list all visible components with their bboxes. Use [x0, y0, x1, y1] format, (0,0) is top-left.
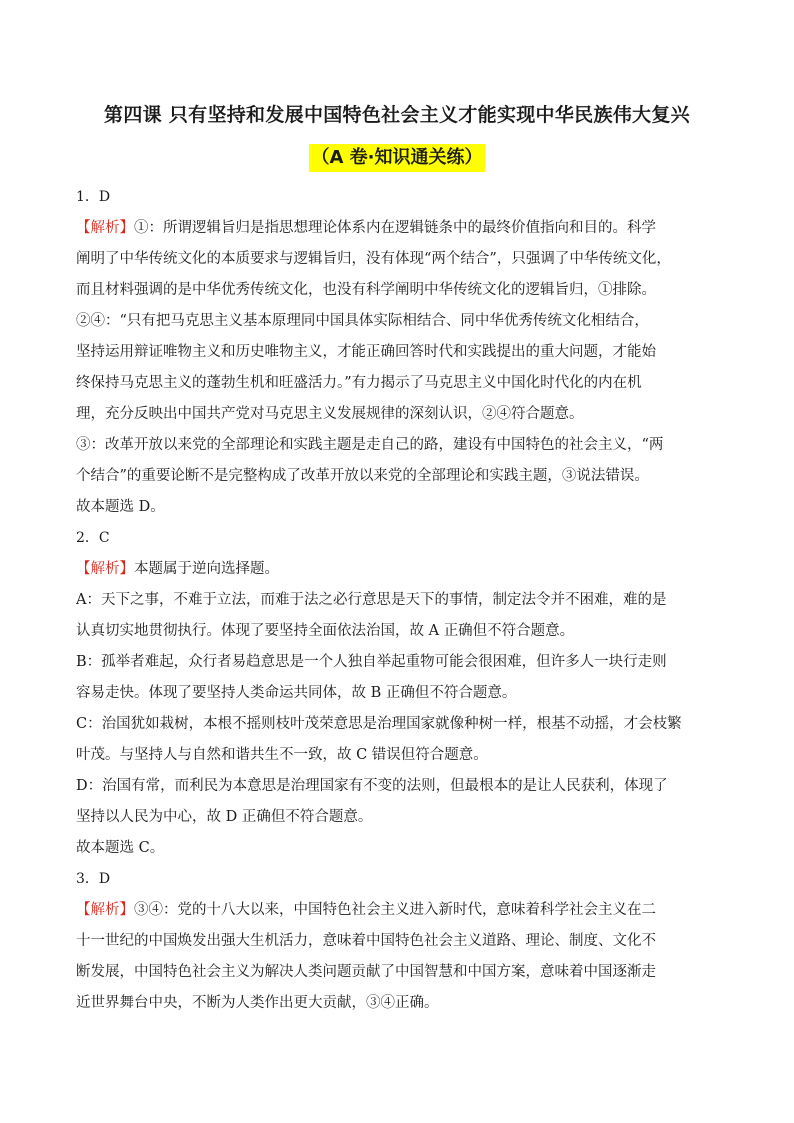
analysis-line	[76, 771, 718, 802]
answer-conclusion: 故本题选 D。	[76, 499, 165, 515]
analysis-text: B：孤举者难起，众行者易趋意思是一个人独自举起重物可能会很困难，但许多人一块行走则	[76, 654, 667, 670]
analysis-line	[76, 957, 718, 988]
analysis-line	[76, 554, 718, 585]
analysis-text: 叶茂。与坚持人与自然和谐共生不一致，故 C 错误但符合题意。	[76, 747, 488, 763]
analysis-text: 理，充分反映出中国共产党对马克思主义发展规律的深刻认识，②④符合题意。	[76, 406, 584, 422]
analysis-text: D：治国有常，而利民为本意思是治理国家有不变的法则，但最根本的是让人民获利，体现了	[76, 778, 668, 794]
analysis-line	[76, 213, 718, 244]
answer-number: 2．C	[76, 530, 110, 546]
analysis-line	[76, 616, 718, 647]
analysis-tag: 【解析】	[76, 902, 134, 918]
analysis-tag: 【解析】	[76, 561, 134, 577]
analysis-line	[76, 461, 718, 492]
answer-number: 3．D	[76, 871, 111, 887]
analysis-tag: 【解析】	[76, 220, 134, 236]
analysis-line	[76, 399, 718, 430]
analysis-line	[76, 275, 718, 306]
analysis-line	[76, 585, 718, 616]
page-title: 第四课 只有坚持和发展中国特色社会主义才能实现中华民族伟大复兴	[104, 104, 690, 126]
answer-block	[76, 182, 718, 523]
analysis-text: 认真切实地贯彻执行。体现了要坚持全面依法治国，故 A 正确但不符合题意。	[76, 623, 575, 639]
analysis-text: 而且材料强调的是中华优秀传统文化，也没有科学阐明中华传统文化的逻辑旨归，①排除。	[76, 282, 656, 298]
answer-block	[76, 523, 718, 864]
analysis-text: ②④：“只有把马克思主义基本原理同中国具体实际相结合、同中华优秀传统文化相结合，	[76, 313, 649, 329]
analysis-text: 本题属于逆向选择题。	[134, 561, 279, 577]
analysis-line	[76, 988, 718, 1019]
document-page	[76, 100, 718, 1019]
analysis-text: 容易走快。体现了要坚持人类命运共同体，故 B 正确但不符合题意。	[76, 685, 517, 701]
analysis-text: 坚持运用辩证唯物主义和历史唯物主义，才能正确回答时代和实践提出的重大问题，才能始	[76, 344, 656, 360]
analysis-line	[76, 678, 718, 709]
subtitle-wrap	[76, 144, 718, 172]
analysis-line	[76, 306, 718, 337]
analysis-text: ③④：党的十八大以来，中国特色社会主义进入新时代，意味着科学社会主义在二	[134, 902, 656, 918]
analysis-line	[76, 740, 718, 771]
analysis-text: 十一世纪的中国焕发出强大生机活力，意味着中国特色社会主义道路、理论、制度、文化不	[76, 933, 656, 949]
analysis-line	[76, 895, 718, 926]
analysis-line	[76, 337, 718, 368]
analysis-line	[76, 926, 718, 957]
analysis-line	[76, 244, 718, 275]
analysis-text: 个结合”的重要论断不是完整构成了改革开放以来党的全部理论和实践主题，③说法错误。	[76, 468, 649, 484]
answer-conclusion: 故本题选 C。	[76, 840, 165, 856]
answer-block	[76, 864, 718, 1019]
analysis-text: 近世界舞台中央，不断为人类作出更大贡献，③④正确。	[76, 995, 439, 1011]
analysis-text: 坚持以人民为中心，故 D 正确但不符合题意。	[76, 809, 373, 825]
analysis-line	[76, 430, 718, 461]
analysis-line	[76, 647, 718, 678]
analysis-text: 阐明了中华传统文化的本质要求与逻辑旨归，没有体现“两个结合”，只强调了中华传统文化，	[76, 251, 671, 267]
analysis-line	[76, 368, 718, 399]
analysis-text: C：治国犹如栽树，本根不摇则枝叶茂荣意思是治理国家就像种树一样，根基不动摇，才会枝繁	[76, 716, 682, 732]
analysis-line	[76, 709, 718, 740]
analysis-text: A：天下之事，不难于立法，而难于法之必行意思是天下的事情，制定法令并不困难，难的是	[76, 592, 667, 608]
analysis-text: 断发展，中国特色社会主义为解决人类问题贡献了中国智慧和中国方案，意味着中国逐渐走	[76, 964, 656, 980]
answer-number: 1．D	[76, 189, 111, 205]
answer-list	[76, 182, 718, 1019]
analysis-text: ①：所谓逻辑旨归是指思想理论体系内在逻辑链条中的最终价值指向和目的。科学	[134, 220, 656, 236]
page-subtitle-highlight: （A 卷·知识通关练）	[309, 144, 484, 172]
analysis-text: ③：改革开放以来党的全部理论和实践主题是走自己的路，建设有中国特色的社会主义，“两	[76, 437, 664, 453]
analysis-text: 终保持马克思主义的蓬勃生机和旺盛活力。”有力揭示了马克思主义中国化时代化的内在机	[76, 375, 642, 391]
analysis-line	[76, 802, 718, 833]
